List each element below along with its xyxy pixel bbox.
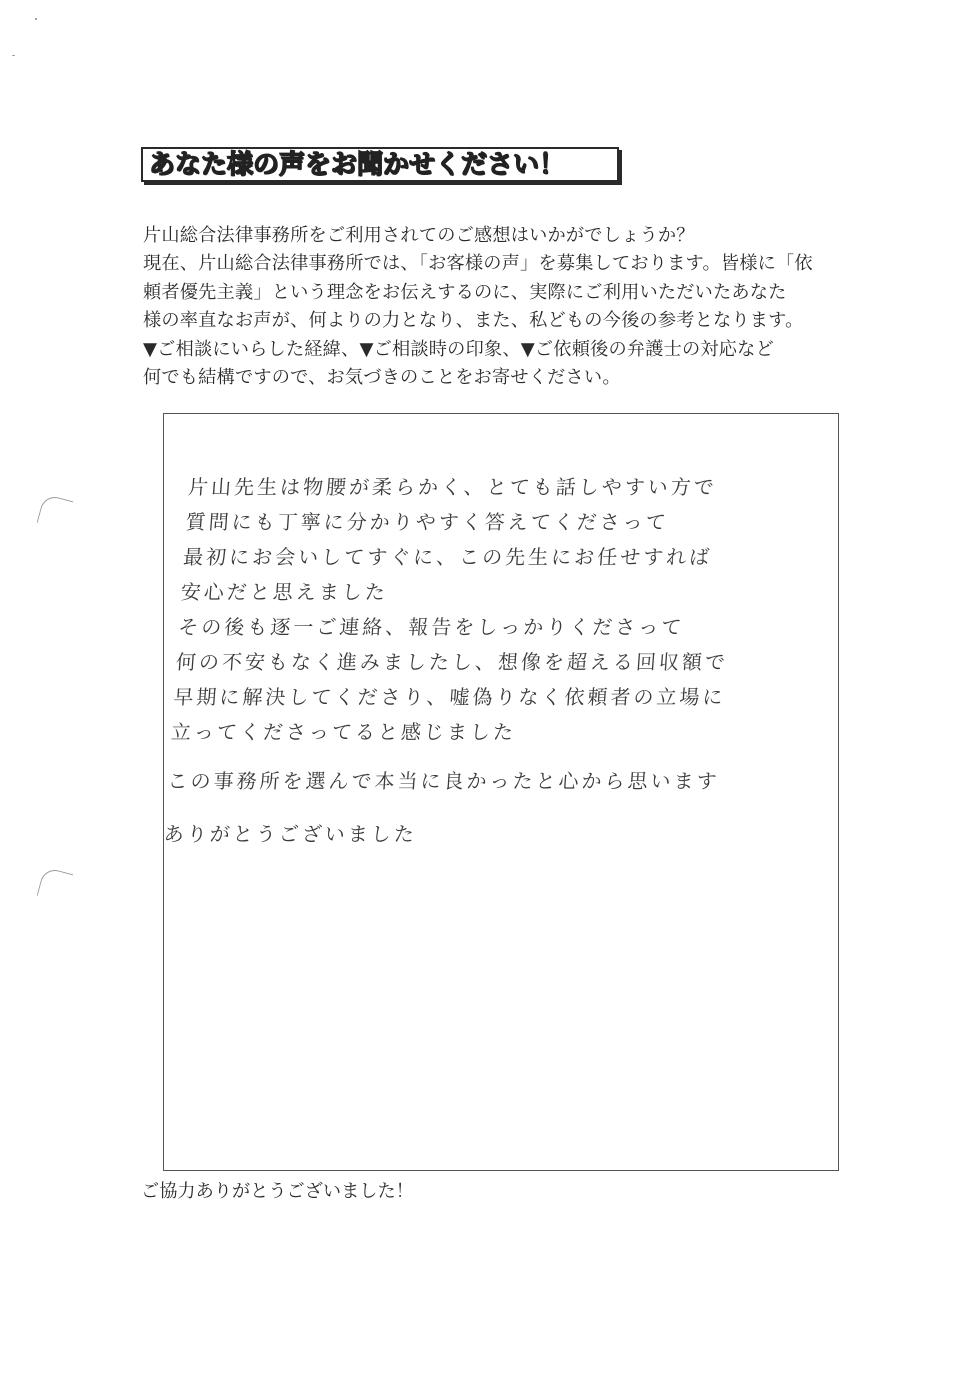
line-gap — [165, 799, 806, 817]
intro-line: 様の率直なお声が、何よりの力となり、また、私どもの今後の参考となります。 — [143, 310, 804, 332]
comment-line: 早期に解決してくださり、嘘偽りなく依頼者の立場に — [172, 685, 727, 709]
comment-line: その後も逐一ご連絡、報告をしっかりくださって — [177, 615, 686, 639]
intro-line: 片山総合法律事務所をご利用されてのご感想はいかがでしょうか？ — [143, 225, 695, 246]
intro-line: 現在、片山総合法律事務所では、「お客様の声」を募集しております。皆様に「依 — [143, 253, 813, 275]
comment-line: 最初にお会いしてすぐに、この先生にお任せすれば — [182, 545, 714, 569]
intro-line: ▼ご相談にいらした経緯、▼ご相談時の印象、▼ご依頼後の弁護士の対応など — [143, 338, 774, 360]
comment-line: この事務所を選んで本当に良かったと心から思います — [166, 769, 721, 793]
scan-speck — [12, 55, 15, 56]
intro-line: 何でも結構ですので、お気づきのことをお寄せください。 — [143, 367, 621, 389]
intro-line: 頼者優先主義」という理念をお伝えするのに、実際にご利用いただいたあなた — [143, 281, 787, 303]
comment-line: 安心だと思えました — [179, 580, 389, 604]
closing-text: ご協力ありがとうございました！ — [141, 1181, 414, 1202]
scan-speck — [35, 18, 37, 20]
comment-line: 質問にも丁寧に分かりやすく答えてくださって — [184, 510, 670, 534]
comment-line: 何の不安もなく進みましたし、想像を超える回収額で — [175, 650, 729, 674]
comment-line: ありがとうございました — [163, 822, 418, 846]
intro-paragraph — [143, 222, 843, 392]
comment-line: 立ってくださってると感じました — [170, 720, 517, 744]
handwritten-comment — [163, 470, 830, 852]
line-gap — [169, 750, 810, 764]
comment-line: 片山先生は物腰が柔らかく、とても話しやすい方で — [187, 475, 718, 499]
title-box — [141, 147, 619, 182]
punch-hole-mark — [37, 494, 74, 531]
punch-hole-mark — [37, 867, 74, 904]
page-title: あなた様の声をお聞かせください！ — [149, 149, 566, 180]
